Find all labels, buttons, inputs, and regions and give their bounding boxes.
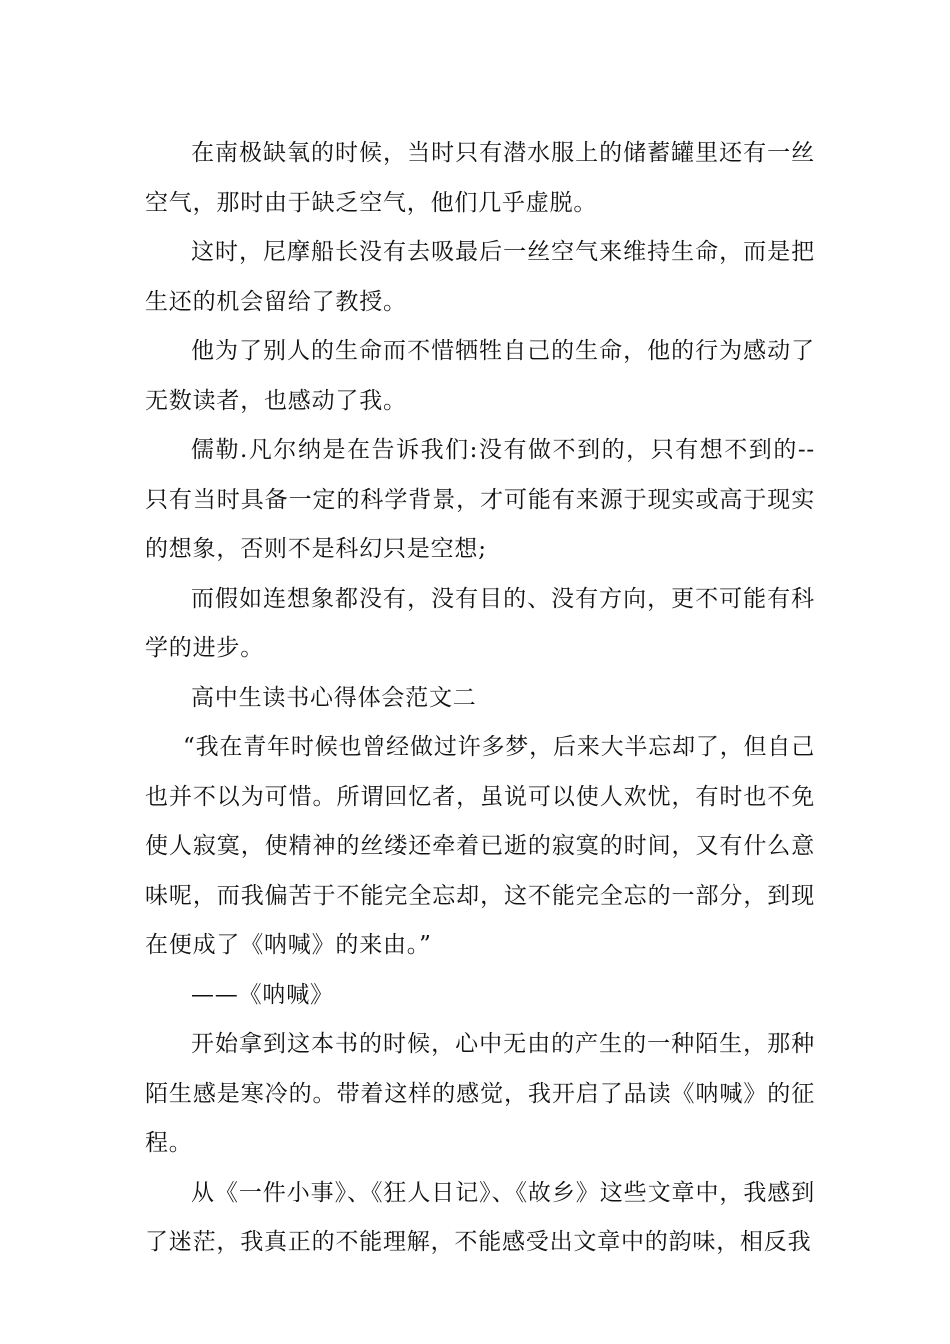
section-heading: 高中生读书心得体会范文二 [191, 684, 477, 711]
paragraph-captain-nemo: 这时，尼摩船长没有去吸最后一丝空气来维持生命，而是把生还的机会留给了教授。 [145, 239, 815, 315]
paragraph-sacrifice: 他为了别人的生命而不惜牺牲自己的生命，他的行为感动了无数读者，也感动了我。 [145, 338, 815, 414]
paragraph-first-impression: 开始拿到这本书的时候，心中无由的产生的一种陌生，那种陌生感是寒冷的。带着这样的感觉，我开启了品读《呐喊》的征程。 [145, 1031, 815, 1156]
paragraph-oxygen: 在南极缺氧的时候，当时只有潜水服上的储蓄罐里还有一丝空气，那时由于缺乏空气，他们几乎虚脱。 [145, 140, 815, 216]
paragraph-confusion: 从《一件小事》、《狂人日记》、《故乡》这些文章中，我感到了迷茫，我真正的不能理解，不能感受出文章中的韵味，相反我 [145, 1179, 815, 1255]
quote-attribution: ——《呐喊》 [191, 981, 334, 1008]
document-body [145, 129, 815, 1268]
paragraph-jules-verne: 儒勒.凡尔纳是在告诉我们:没有做不到的，只有想不到的--只有当时具备一定的科学背景，才可能有来源于现实或高于现实的想象，否则不是科幻只是空想; [145, 437, 815, 562]
quote-block: “我在青年时候也曾经做过许多梦，后来大半忘却了，但自己也并不以为可惜。所谓回忆者，虽说可以使人欢忧，有时也不免使人寂寞，使精神的丝缕还牵着已逝的寂寞的时间，又有什么意味呢，而我偏苦于不能完全忘却，这不能完全忘的一部分，到现在便成了《呐喊》的来由。” [145, 734, 815, 958]
paragraph-imagination: 而假如连想象都没有，没有目的、没有方向，更不可能有科学的进步。 [145, 585, 815, 661]
